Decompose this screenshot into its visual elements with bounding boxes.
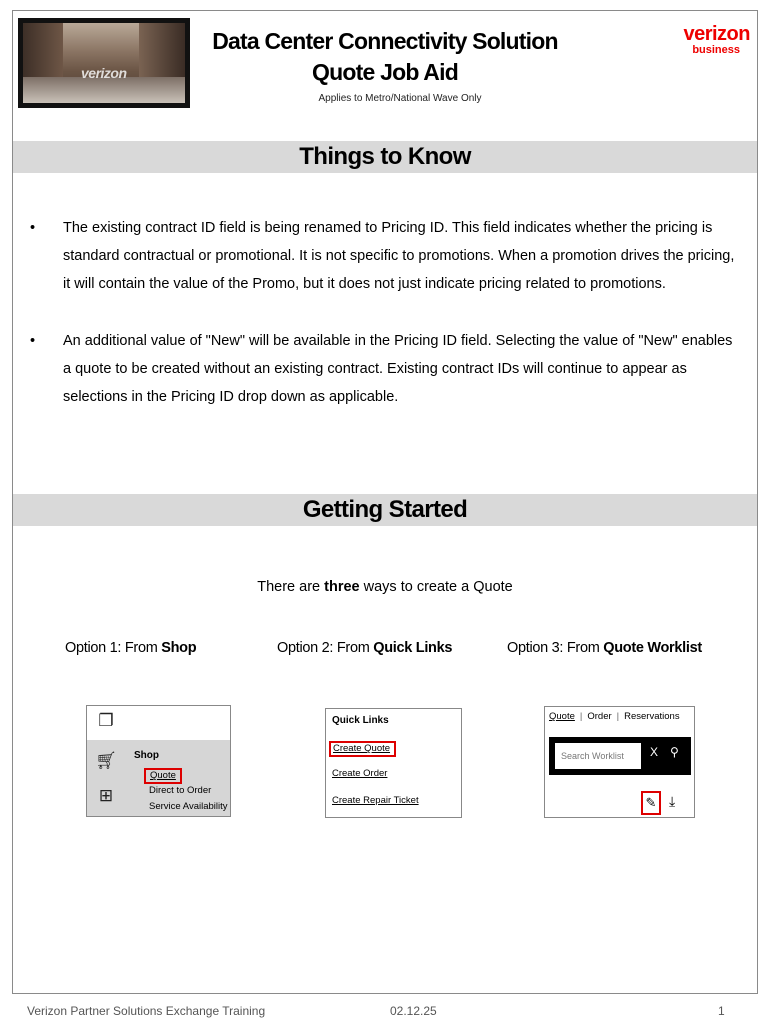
clear-icon[interactable]: X <box>650 745 659 759</box>
option-3-label: Option 3: From Quote Worklist <box>507 640 702 656</box>
logo-main-text: verizon <box>683 23 750 45</box>
page-subtitle: Applies to Metro/National Wave Only <box>318 93 482 104</box>
header-photo <box>18 18 190 108</box>
option-2-label: Option 2: From Quick Links <box>277 640 453 656</box>
network-icon[interactable]: ⊞ <box>98 786 114 805</box>
edit-icon[interactable]: ✎ <box>641 791 661 815</box>
worklist-search-bar <box>549 737 691 775</box>
tab-reservations[interactable]: Reservations <box>624 711 680 722</box>
worklist-tabs: Quote | Order | Reservations <box>549 711 680 722</box>
page-title <box>200 26 570 88</box>
create-quote-link[interactable]: Create Quote <box>329 741 396 757</box>
footer-training-label: Verizon Partner Solutions Exchange Training <box>27 1004 266 1018</box>
quote-worklist-screenshot <box>544 706 695 818</box>
footer-date: 02.12.25 <box>390 1004 437 1018</box>
shop-screenshot <box>86 705 231 817</box>
ways-intro: There are three ways to create a Quote <box>257 579 513 595</box>
shop-direct-to-order-link[interactable]: Direct to Order <box>149 785 212 796</box>
create-order-link[interactable]: Create Order <box>332 768 388 779</box>
title-line-2: Quote Job Aid <box>312 59 458 85</box>
quick-links-heading: Quick Links <box>332 715 389 726</box>
bullet-text: The existing contract ID field is being renamed to Pricing ID. This field indicates whether the pricing is standard contractual or promotional. It is not specific to promotions. When a promotion drives the pricing, it will contain the value of the Promo, but it does not just indicate pricing related to promotions. <box>63 220 735 293</box>
shop-quote-link[interactable]: Quote <box>144 768 182 784</box>
list-item: • An additional value of "New" will be available in the Pricing ID field. Selecting the value of "New" enables a quote to be created without an existing contract. Existing contract IDs will continue to appear as selections in the Pricing ID drop down as applicable. <box>30 332 733 406</box>
footer-page-number: 1 <box>718 1004 725 1018</box>
tab-quote[interactable]: Quote <box>549 711 575 722</box>
quick-links-screenshot <box>325 708 462 818</box>
option-1-label: Option 1: From Shop <box>65 640 197 656</box>
shop-menu-title: Shop <box>134 750 159 761</box>
search-icon[interactable]: ⚲ <box>670 745 679 759</box>
tab-order[interactable]: Order <box>587 711 612 722</box>
photo-word: verizon <box>81 65 127 81</box>
list-item: • The existing contract ID field is being renamed to Pricing ID. This field indicates whether the pricing is standard contractual or promotional. It is not specific to promotions. When a promotion drives the pricing, it will contain the value of the Promo, but it does not just indicate pricing related to promotions. <box>30 220 735 293</box>
things-to-know-heading: Things to Know <box>13 141 757 173</box>
logo-sub-text: business <box>692 44 740 56</box>
title-line-1: Data Center Connectivity Solution <box>212 28 558 54</box>
shop-service-availability-link[interactable]: Service Availability <box>149 801 228 812</box>
verizon-business-logo <box>640 24 750 56</box>
download-icon[interactable]: ⤓ <box>669 793 676 809</box>
cart-icon[interactable]: 🛒︎ <box>95 751 117 770</box>
things-to-know-list <box>30 214 742 439</box>
worklist-search-input[interactable]: Search Worklist <box>555 743 641 769</box>
getting-started-heading: Getting Started <box>13 494 757 526</box>
window-stack-icon[interactable]: ❐ <box>98 711 114 730</box>
bullet-text: An additional value of "New" will be available in the Pricing ID field. Selecting the value of "New" enables a quote to be created without an existing contract. Existing contract IDs will continue to appear as selections in the Pricing ID drop down as applicable. <box>63 332 733 406</box>
create-repair-ticket-link[interactable]: Create Repair Ticket <box>332 795 419 806</box>
